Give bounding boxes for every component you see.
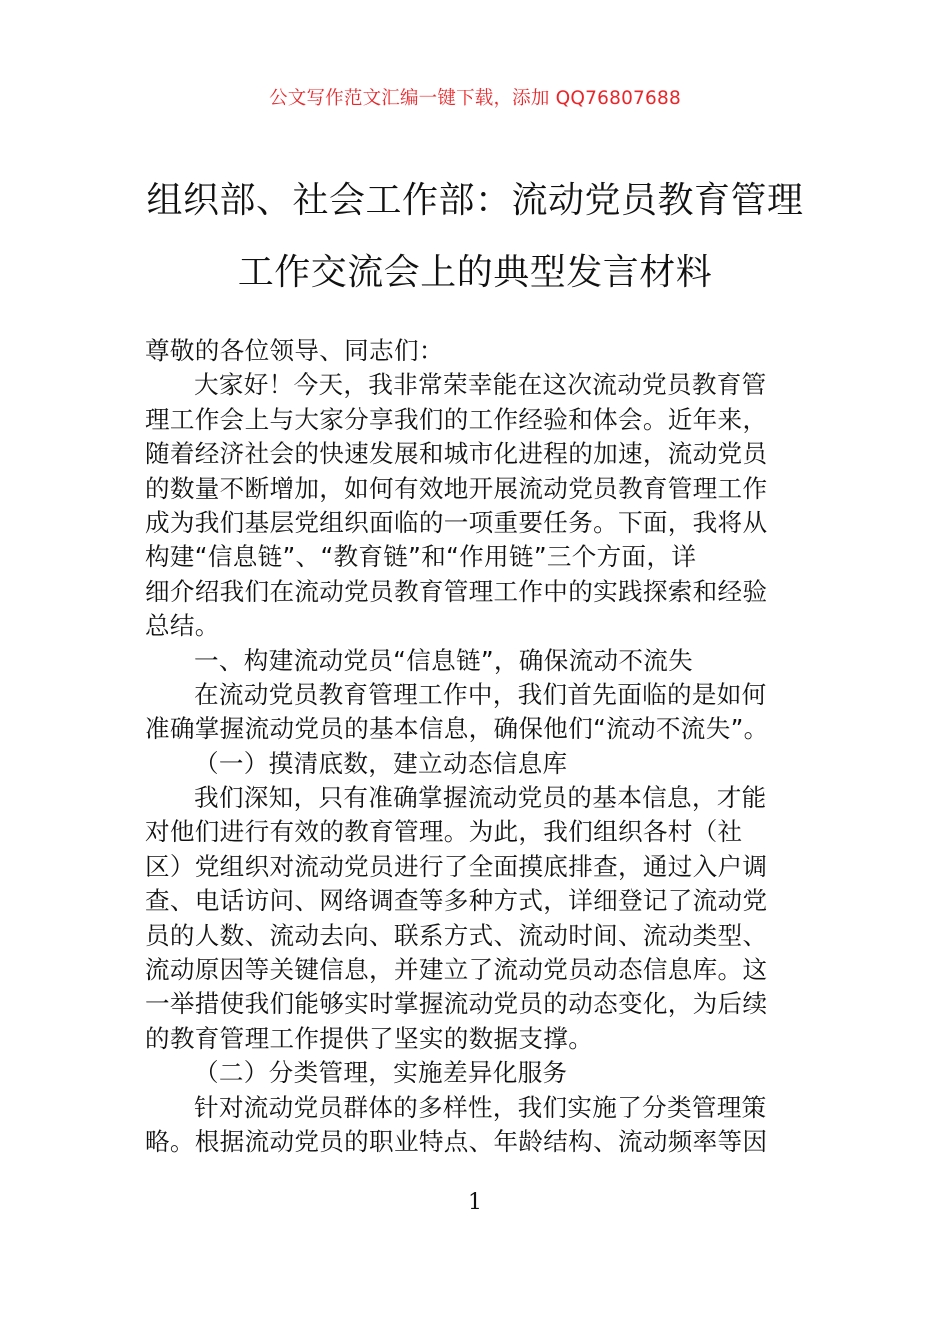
body-line: 成为我们基层党组织面临的一项重要任务。下面，我将从 [145, 507, 768, 537]
body-line: 对他们进行有效的教育管理。为此，我们组织各村（社 [145, 817, 743, 847]
body-line: 准确掌握流动党员的基本信息，确保他们“流动不流失”。 [145, 714, 769, 744]
salutation: 尊敬的各位领导、同志们： [145, 336, 444, 365]
body-line: 略。根据流动党员的职业特点、年龄结构、流动频率等因 [145, 1126, 768, 1156]
body-line: 我们深知，只有准确掌握流动党员的基本信息，才能 [194, 783, 767, 813]
body-line: 的数量不断增加，如何有效地开展流动党员教育管理工作 [145, 473, 768, 503]
subsection-heading-2: （二）分类管理，实施差异化服务 [194, 1058, 568, 1088]
body-line: 理工作会上与大家分享我们的工作经验和体会。近年来， [145, 404, 768, 434]
body-line: 流动原因等关键信息，并建立了流动党员动态信息库。这 [145, 955, 768, 985]
document-body [145, 334, 810, 1159]
body-line: 构建“信息链”、“教育链”和“作用链”三个方面，详 [145, 542, 697, 572]
body-line: 在流动党员教育管理工作中，我们首先面临的是如何 [194, 679, 767, 709]
document-title-line-2: 工作交流会上的典型发言材料 [237, 252, 713, 293]
download-promo-note: 公文写作范文汇编一键下载，添加 QQ76807688 [269, 88, 681, 109]
document-title-line-1: 组织部、社会工作部：流动党员教育管理 [146, 180, 804, 221]
body-line: 的教育管理工作提供了坚实的数据支撑。 [145, 1023, 594, 1053]
subsection-heading-1: （一）摸清底数，建立动态信息库 [194, 748, 568, 778]
body-line: 细介绍我们在流动党员教育管理工作中的实践探索和经验 [145, 576, 768, 606]
body-line: 查、电话访问、网络调查等多种方式，详细登记了流动党 [145, 886, 768, 916]
body-line: 区）党组织对流动党员进行了全面摸底排查，通过入户调 [145, 851, 768, 881]
body-line: 一举措使我们能够实时掌握流动党员的动态变化，为后续 [145, 989, 768, 1019]
section-heading-1: 一、构建流动党员“信息链”，确保流动不流失 [194, 645, 694, 675]
body-line: 随着经济社会的快速发展和城市化进程的加速，流动党员 [145, 439, 768, 469]
body-line: 大家好！今天，我非常荣幸能在这次流动党员教育管 [194, 370, 767, 400]
body-line: 针对流动党员群体的多样性，我们实施了分类管理策 [194, 1092, 767, 1122]
body-line: 员的人数、流动去向、联系方式、流动时间、流动类型、 [145, 920, 768, 950]
body-line: 总结。 [145, 611, 220, 641]
page-number: 1 [468, 1190, 482, 1215]
